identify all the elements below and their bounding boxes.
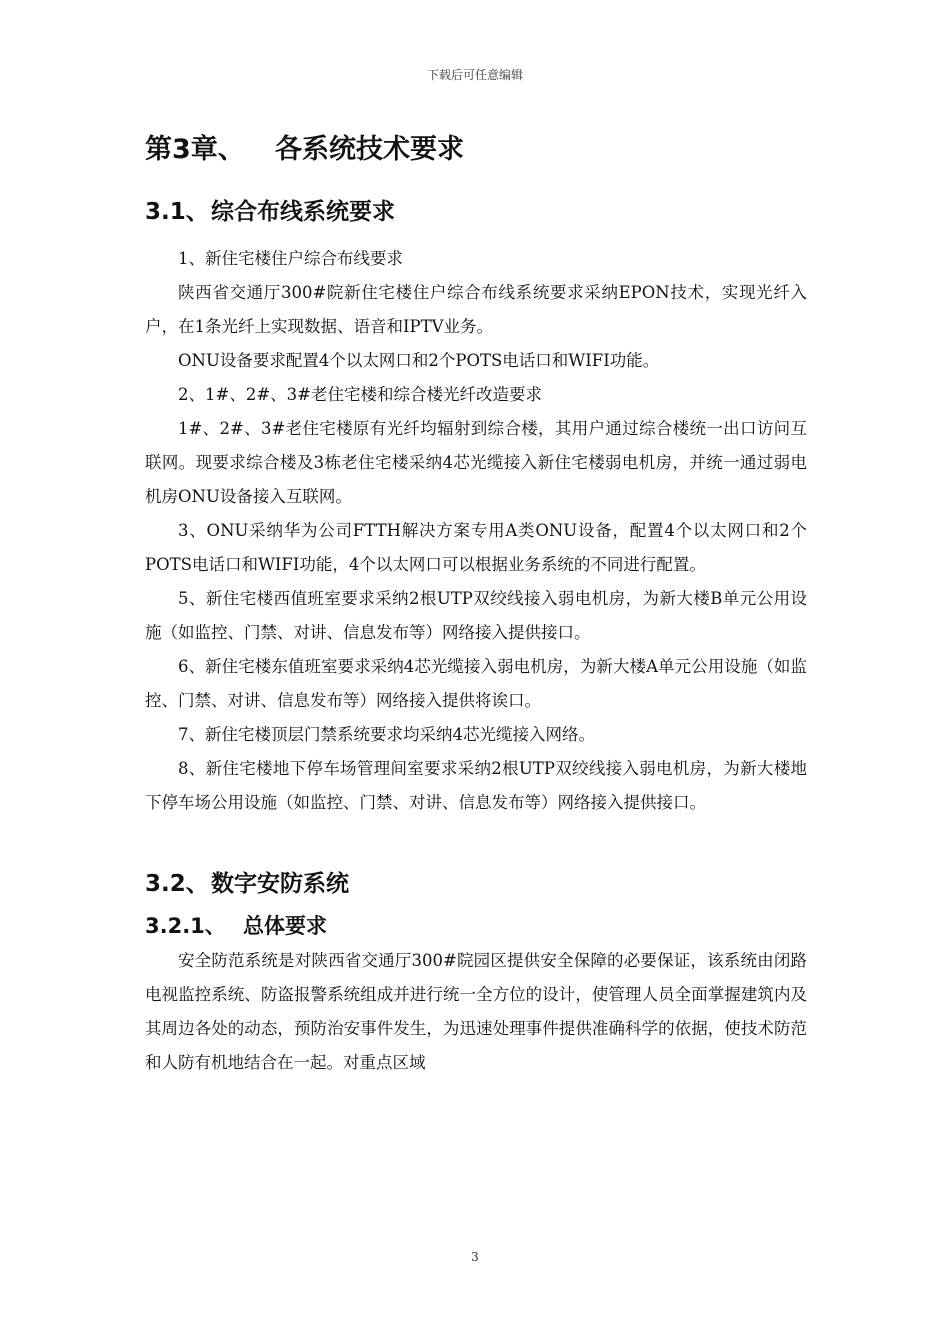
- paragraph: 6、新住宅楼东值班室要求采纳4芯光缆接入弱电机房，为新大楼A单元公用设施（如监控、门禁、对讲、信息发布等）网络接入提供将诶口。: [145, 657, 807, 710]
- page-header: 下载后可任意编辑: [426, 68, 523, 82]
- subsection-heading-3-2-1: [145, 908, 807, 944]
- subsection-title: 总体要求: [243, 914, 327, 938]
- paragraph: 7、新住宅楼顶层门禁系统要求均采纳4芯光缆接入网络。: [178, 725, 595, 744]
- paragraph: 安全防范系统是对陕西省交通厅300#院园区提供安全保障的必要保证，该系统由闭路电视监控系统、防盗报警系统组成并进行统一全方位的设计，使管理人员全面掌握建筑内及其周边各处的动态，预防治安事件发生，为迅速处理事件提供准确科学的依据，使技术防范和人防有机地结合在一起。对重点区域: [145, 951, 807, 1072]
- section-heading-3-1: [145, 192, 807, 232]
- paragraph: 1、新住宅楼住户综合布线要求: [178, 249, 403, 268]
- section-title: 综合布线系统要求: [211, 199, 395, 225]
- section-number: 3.2、: [145, 871, 209, 897]
- paragraph: 8、新住宅楼地下停车场管理间室要求采纳2根UTP双绞线接入弱电机房，为新大楼地下停车场公用设施（如监控、门禁、对讲、信息发布等）网络接入提供接口。: [145, 759, 807, 812]
- section-number: 3.1、: [145, 199, 209, 225]
- paragraph: 5、新住宅楼西值班室要求采纳2根UTP双绞线接入弱电机房，为新大楼B单元公用设施（如监控、门禁、对讲、信息发布等）网络接入提供接口。: [145, 589, 807, 642]
- paragraph: 1#、2#、3#老住宅楼原有光纤均辐射到综合楼，其用户通过综合楼统一出口访问互联网。现要求综合楼及3栋老住宅楼采纳4芯光缆接入新住宅楼弱电机房，并统一通过弱电机房ONU设备接入互联网。: [145, 419, 807, 506]
- document-body: [145, 128, 807, 1080]
- chapter-number: 第3章、: [145, 134, 245, 165]
- paragraph: 3、ONU采纳华为公司FTTH解决方案专用A类ONU设备，配置4个以太网口和2个POTS电话口和WIFI功能，4个以太网口可以根据业务系统的不同进行配置。: [145, 521, 807, 574]
- page-number: 3: [471, 1250, 479, 1264]
- subsection-number: 3.2.1、: [145, 914, 226, 938]
- section-heading-3-2: [145, 864, 807, 904]
- paragraph: ONU设备要求配置4个以太网口和2个POTS电话口和WIFI功能。: [178, 351, 660, 370]
- paragraph: 陕西省交通厅300#院新住宅楼住户综合布线系统要求采纳EPON技术，实现光纤入户，在1条光纤上实现数据、语音和IPTV业务。: [145, 283, 807, 336]
- chapter-heading: [145, 128, 807, 172]
- chapter-title: 各系统技术要求: [275, 134, 464, 165]
- section-title: 数字安防系统: [211, 871, 349, 897]
- paragraph: 2、1#、2#、3#老住宅楼和综合楼光纤改造要求: [178, 385, 542, 404]
